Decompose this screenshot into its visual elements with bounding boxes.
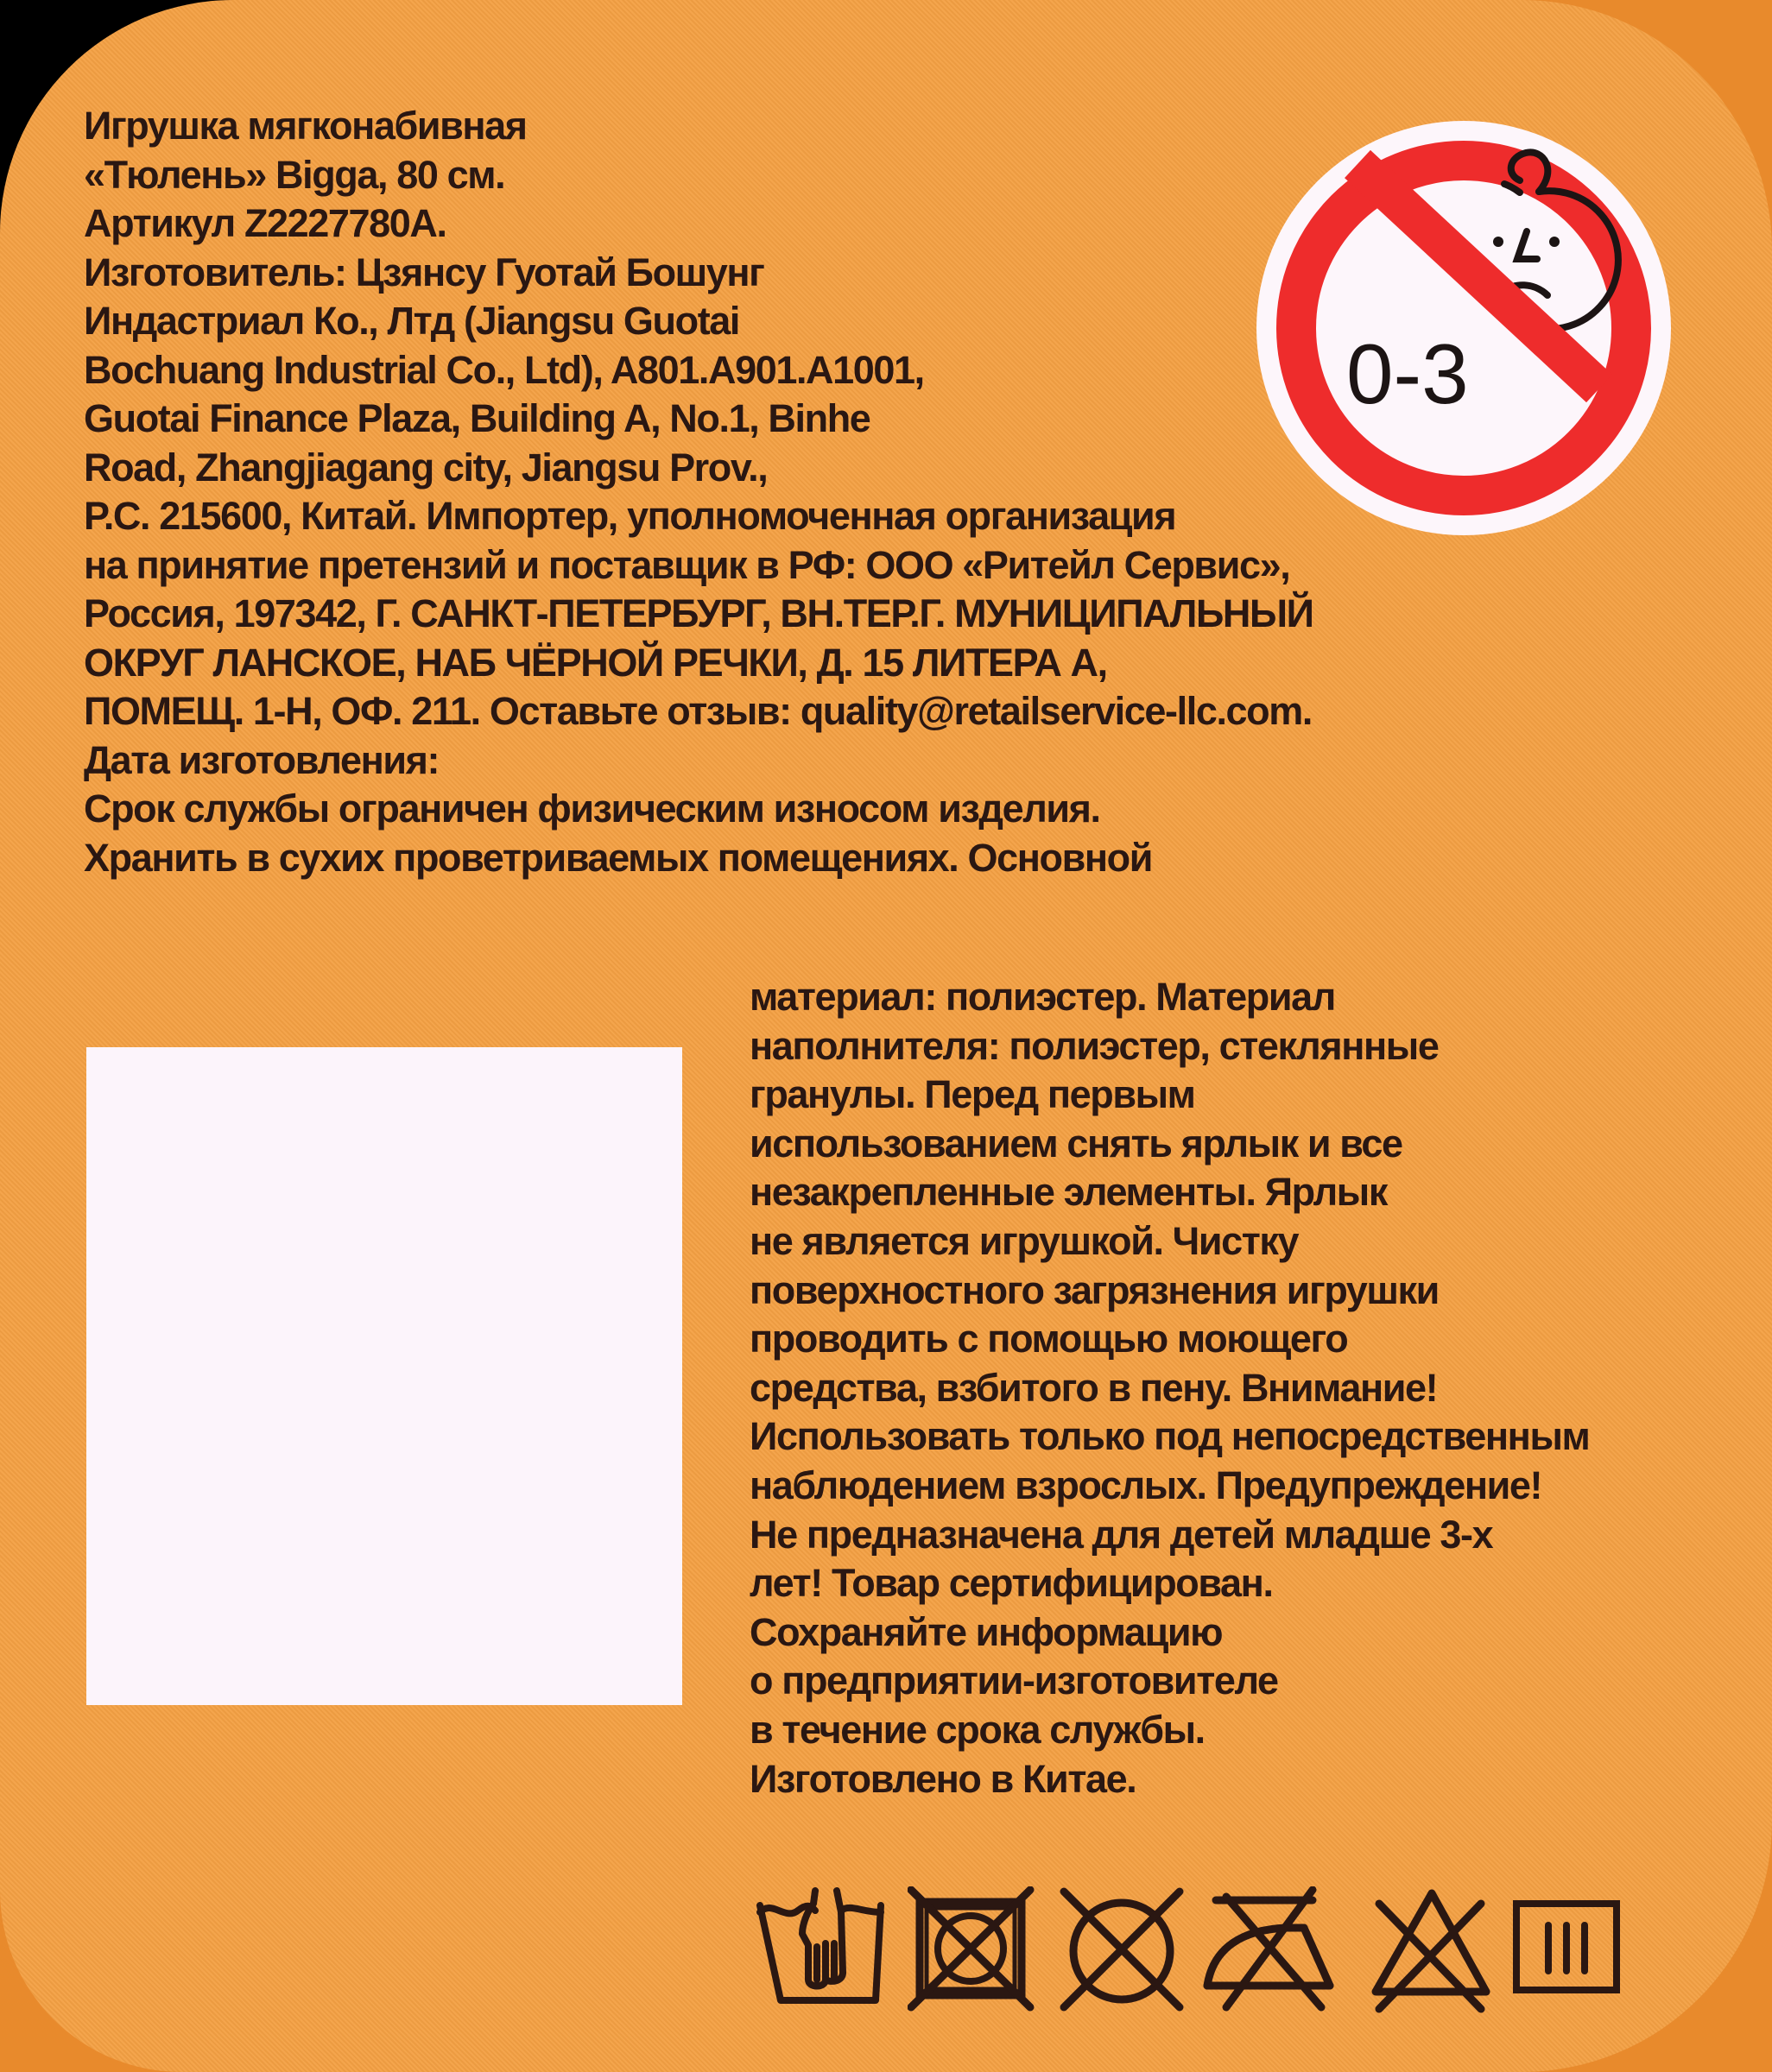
hand-wash-icon bbox=[755, 1886, 884, 2012]
text-line: поверхностного загрязнения игрушки bbox=[750, 1267, 1439, 1312]
text-line: Изготовлено в Китае. bbox=[750, 1756, 1136, 1801]
do-not-dry-clean-icon bbox=[1059, 1886, 1188, 2012]
do-not-bleach-icon bbox=[1369, 1886, 1498, 2016]
do-not-iron-icon bbox=[1200, 1886, 1343, 2016]
text-line: Использовать только под непосредственным bbox=[750, 1414, 1590, 1459]
text-line: использованием снять ярлык и все bbox=[750, 1121, 1402, 1166]
text-line: Bochuang Industrial Co., Ltd), A801.A901.A1001, bbox=[84, 347, 924, 392]
manufacturer-info-text bbox=[84, 102, 1313, 882]
text-line: Индастриал Ко., Лтд (Jiangsu Guotai bbox=[84, 299, 740, 343]
text-line: Дата изготовления: bbox=[84, 737, 440, 782]
text-line: наполнителя: полиэстер, стеклянные bbox=[750, 1023, 1439, 1068]
text-line: P.C. 215600, Китай. Импортер, уполномоченная организация bbox=[84, 494, 1176, 538]
text-line: Хранить в сухих проветриваемых помещениях. Основной bbox=[84, 835, 1153, 880]
text-line: в течение срока службы. bbox=[750, 1707, 1205, 1752]
drip-dry-icon bbox=[1511, 1886, 1623, 2007]
text-line: Не предназначена для детей младше 3-х bbox=[750, 1512, 1493, 1557]
do-not-tumble-dry-icon bbox=[908, 1886, 1037, 2012]
text-line: ПОМЕЩ. 1-Н, ОФ. 211. Оставьте отзыв: quality@retailservice-llc.com. bbox=[84, 689, 1312, 733]
text-line: Артикул Z2227780A. bbox=[84, 201, 446, 245]
age-range-text: 0-3 bbox=[1346, 326, 1469, 421]
text-line: на принятие претензий и поставщик в РФ: ООО «Ритейл Сервис», bbox=[84, 542, 1290, 587]
text-line: материал: полиэстер. Материал bbox=[750, 975, 1335, 1019]
text-line: Сохраняйте информацию bbox=[750, 1609, 1223, 1654]
text-line: о предприятии-изготовителе bbox=[750, 1658, 1278, 1703]
text-line: проводить с помощью моющего bbox=[750, 1317, 1348, 1361]
text-line: Срок службы ограничен физическим износом изделия. bbox=[84, 786, 1100, 831]
blank-sticker bbox=[86, 1047, 682, 1705]
care-instructions-text bbox=[750, 973, 1589, 1804]
text-line: не является игрушкой. Чистку bbox=[750, 1218, 1299, 1263]
text-line: Road, Zhangjiagang city, Jiangsu Prov., bbox=[84, 445, 768, 490]
text-line: средства, взбитого в пену. Внимание! bbox=[750, 1365, 1438, 1410]
text-line: лет! Товар сертифицирован. bbox=[750, 1561, 1273, 1606]
text-line: Игрушка мягконабивная bbox=[84, 104, 527, 148]
no-children-under-3-icon bbox=[1254, 118, 1674, 538]
text-line: гранулы. Перед первым bbox=[750, 1072, 1195, 1117]
care-symbols-row bbox=[750, 1886, 1630, 2016]
text-line: наблюдением взрослых. Предупреждение! bbox=[750, 1462, 1542, 1507]
text-line: незакрепленные элементы. Ярлык bbox=[750, 1170, 1387, 1215]
text-line: Guotai Finance Plaza, Building A, No.1, Binhe bbox=[84, 396, 870, 440]
text-line: ОКРУГ ЛАНСКОЕ, НАБ ЧЁРНОЙ РЕЧКИ, Д. 15 ЛИТЕРА А, bbox=[84, 640, 1107, 685]
text-line: «Тюлень» Bigga, 80 см. bbox=[84, 152, 505, 197]
text-line: Россия, 197342, Г. САНКТ-ПЕТЕРБУРГ, ВН.ТЕР.Г. МУНИЦИПАЛЬНЫЙ bbox=[84, 591, 1313, 635]
text-line: Изготовитель: Цзянсу Гуотай Бошунг bbox=[84, 250, 764, 294]
